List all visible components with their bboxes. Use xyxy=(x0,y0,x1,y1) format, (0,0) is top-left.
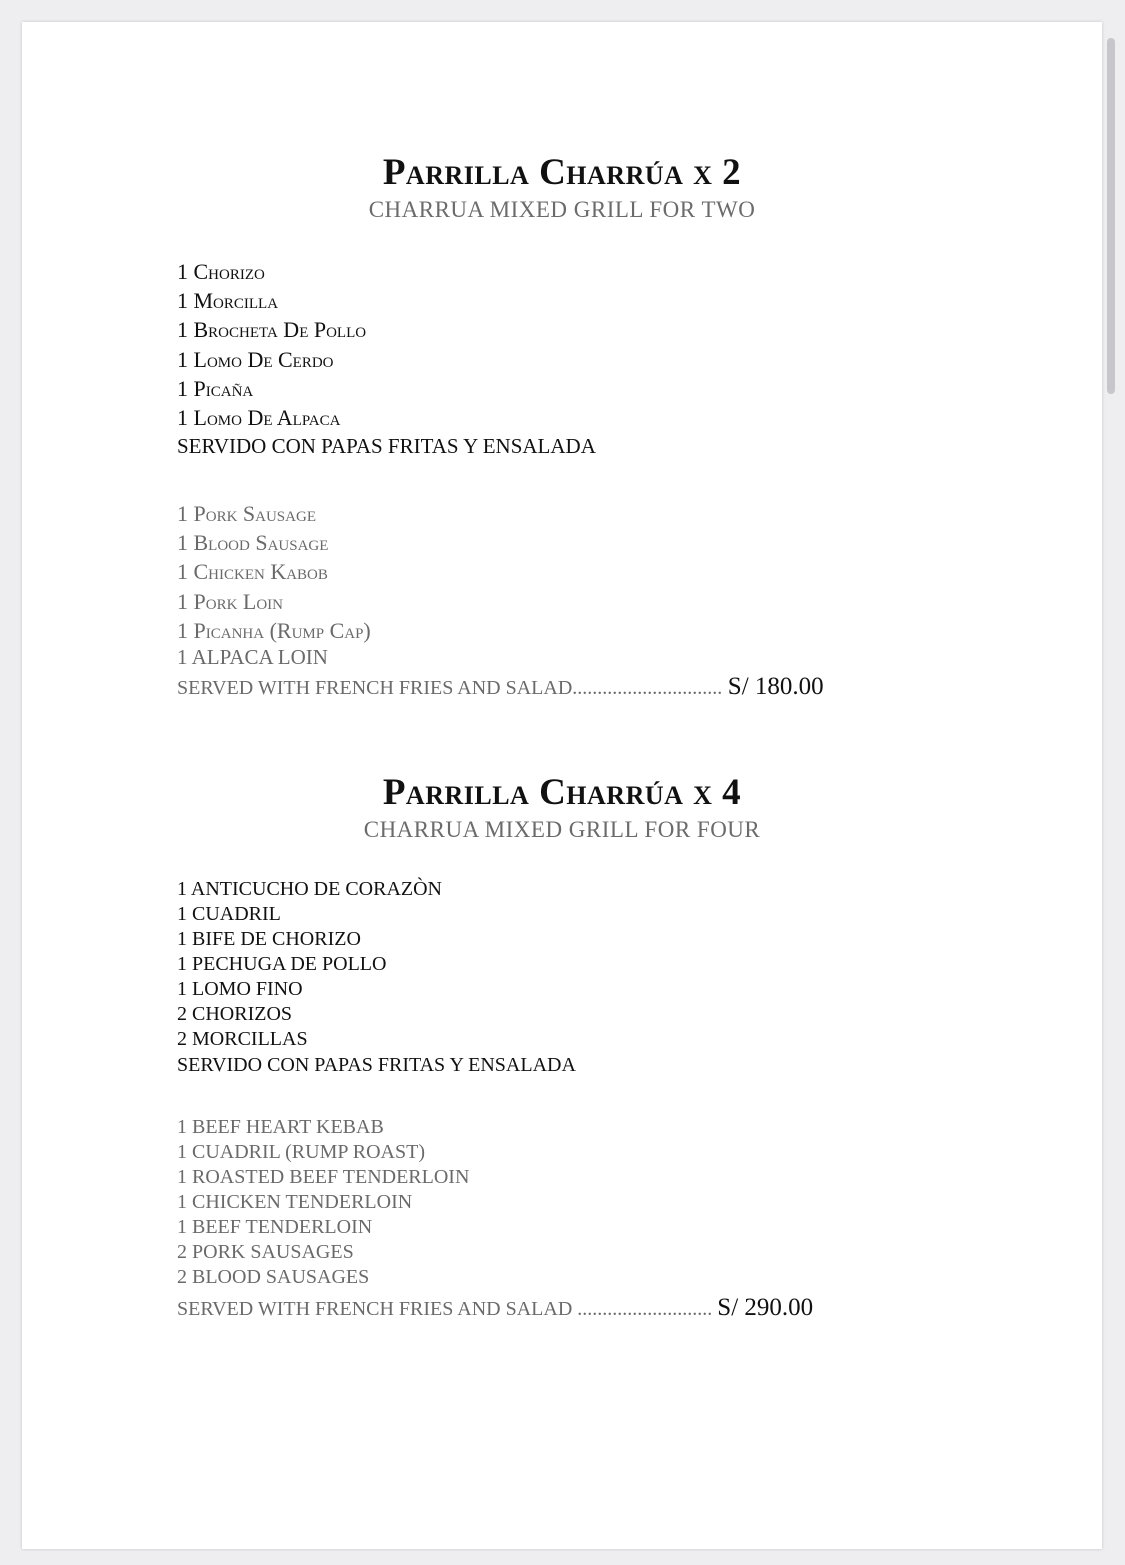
list-item: 1 Chicken Kabob xyxy=(177,559,328,585)
items-spanish xyxy=(177,257,596,461)
items-english xyxy=(177,499,824,705)
scrollbar[interactable] xyxy=(1107,38,1115,394)
served-with-note: SERVIDO CON PAPAS FRITAS Y ENSALADA xyxy=(177,434,596,459)
list-item: 1 CUADRIL xyxy=(177,903,281,925)
section-title: Parrilla Charrúa x 4 xyxy=(382,772,742,813)
list-item: 1 Lomo De Alpaca xyxy=(177,405,341,431)
list-item: 1 Pork Sausage xyxy=(177,501,316,526)
list-item: 1 ANTICUCHO DE CORAZÒN xyxy=(177,878,442,900)
price-line xyxy=(177,1290,813,1327)
list-item: 1 BEEF TENDERLOIN xyxy=(177,1216,373,1238)
section-subtitle: CHARRUA MIXED GRILL FOR TWO xyxy=(368,197,756,222)
list-item: 1 CUADRIL (RUMP ROAST) xyxy=(177,1141,425,1163)
list-item: 1 Pork Loin xyxy=(177,588,284,614)
list-item: 1 Brocheta De Pollo xyxy=(177,317,367,343)
list-item: 1 Picaña xyxy=(177,375,254,401)
list-item: 1 Lomo De Cerdo xyxy=(177,346,334,372)
menu-section-grill-for-four xyxy=(22,770,1102,844)
list-item: 1 Picanha (Rump Cap) xyxy=(177,617,371,643)
list-item: 2 MORCILLAS xyxy=(177,1028,308,1050)
section-subtitle: CHARRUA MIXED GRILL FOR FOUR xyxy=(363,817,761,842)
list-item: 1 CHICKEN TENDERLOIN xyxy=(177,1191,413,1213)
list-item: 2 PORK SAUSAGES xyxy=(177,1241,354,1263)
price: S/ 180.00 xyxy=(727,673,824,701)
price: S/ 290.00 xyxy=(717,1294,814,1321)
dot-leader: ........................... xyxy=(577,1298,713,1320)
list-item: 1 Chorizo xyxy=(177,259,265,284)
section-title: Parrilla Charrúa x 2 xyxy=(382,152,742,193)
list-item: 1 ALPACA LOIN xyxy=(177,645,328,670)
menu-page xyxy=(22,22,1102,1549)
list-item: 2 BLOOD SAUSAGES xyxy=(177,1266,370,1288)
list-item: 1 BEEF HEART KEBAB xyxy=(177,1116,384,1138)
served-with-note: SERVED WITH FRENCH FRIES AND SALAD xyxy=(177,1298,573,1320)
items-spanish xyxy=(177,877,576,1079)
list-item: 1 ROASTED BEEF TENDERLOIN xyxy=(177,1166,470,1188)
list-item: 1 LOMO FINO xyxy=(177,978,303,1000)
list-item: 1 BIFE DE CHORIZO xyxy=(177,928,361,950)
served-with-note: SERVIDO CON PAPAS FRITAS Y ENSALADA xyxy=(177,1054,576,1076)
served-with-note: SERVED WITH FRENCH FRIES AND SALAD xyxy=(177,677,573,700)
price-line xyxy=(177,670,824,705)
list-item: 1 PECHUGA DE POLLO xyxy=(177,953,387,975)
list-item: 1 Morcilla xyxy=(177,288,279,314)
list-item: 1 Blood Sausage xyxy=(177,530,329,556)
dot-leader: .............................. xyxy=(572,677,723,700)
menu-section-grill-for-two xyxy=(22,150,1102,224)
items-english xyxy=(177,1115,813,1327)
list-item: 2 CHORIZOS xyxy=(177,1003,293,1025)
